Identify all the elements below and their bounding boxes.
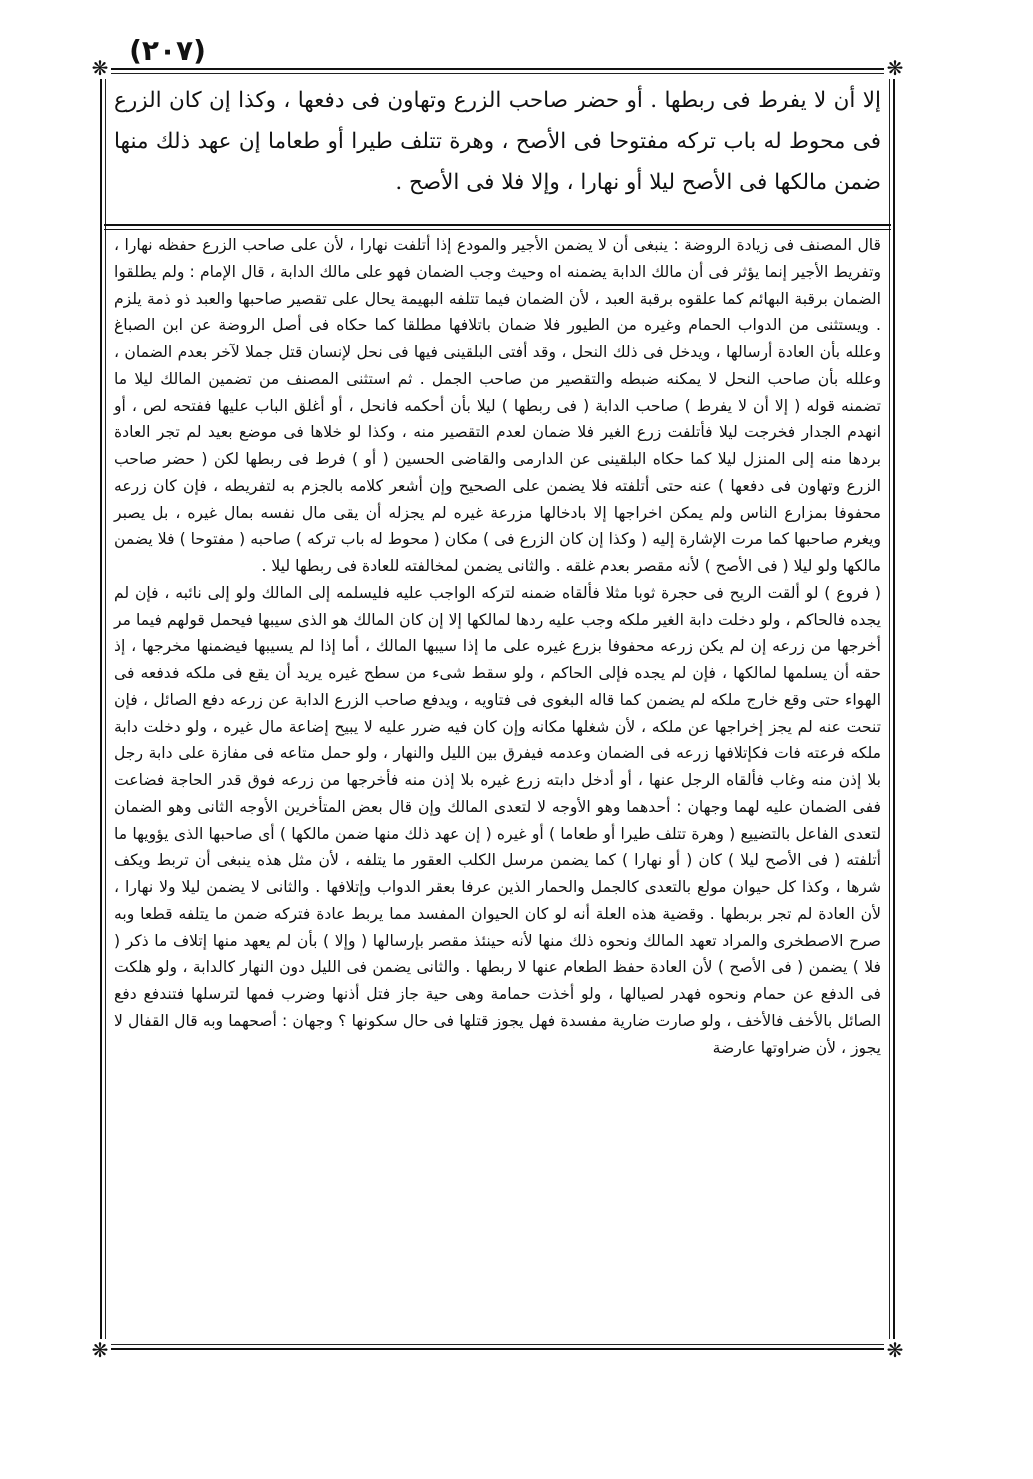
commentary xyxy=(114,232,881,1061)
corner-ornament-icon: ❋ xyxy=(884,57,906,79)
commentary-paragraph: قال المصنف فى زيادة الروضة : ينبغى أن لا يضمن الأجير والمودع إذا أتلفت نهارا ، لأن على صاحب الزرع حفظه نهارا ، وتفريط الأجير إنما يؤثر فى أن مالك الدابة يضمنه اه وحيث وجب الضمان فهو على مالك الدابة ، قال الإمام : ولم يطلقوا الضمان برقبة البهائم كما علقوه برقبة العبد ، لأن الضمان فيما تتلفه البهيمة يحال على تقصير صاحبها والعبد ذو ذمة يلزم . ويستثنى من الدواب الحمام وغيره من الطيور فلا ضمان باتلافها مطلقا كما حكاه فى أصل الروضة عن ابن الصباغ وعلله بأن العادة أرسالها ، ويدخل فى ذلك النحل ، وقد أفتى البلقينى فيها فى نحل لإنسان قتل جملا لآخر بعدم الضمان ، وعلله بأن صاحب النحل لا يمكنه ضبطه والتقصير من صاحب الجمل . ثم استثنى المصنف من تضمين المالك ليلا ما تضمنه قوله ( إلا أن لا يفرط ) صاحب الدابة ( فى ربطها ) ليلا بأن أحكمه فانحل ، أو أغلق الباب عليها ففتحه لص ، أو انهدم الجدار فخرجت ليلا فأتلفت زرع الغير فلا ضمان لعدم التقصير منه ، وكذا لو خلاها فى موضع بعيد لم تجر العادة بردها منه إلى المنزل ليلا كما حكاه البلقينى عن الدارمى والقاضى الحسين ( أو ) فرط فى ربطها لكن ( حضر صاحب الزرع وتهاون فى دفعها ) عنه حتى أتلفته فلا يضمن على الصحيح وإن أشعر كلامه بالجزم به لتفريطه ، فإن كان زرعه محفوفا بمزارع الناس ولم يمكن اخراجها إلا بادخالها مزرعة غيره لم يجزله أن يقى مال نفسه بمال غيره ، بل يصبر ويغرم صاحبها كما مرت الإشارة إليه ( وكذا إن كان الزرع فى ) مكان ( محوط له باب تركه ) صاحبه ( مفتوحا ) فلا يضمن مالكها ولو ليلا ( فى الأصح ) لأنه مقصر بعدم غلقه . والثانى يضمن لمخالفته للعادة فى ربطها ليلا . xyxy=(114,236,881,575)
page-number: (٢٠٧) xyxy=(129,34,206,67)
corner-ornament-icon: ❋ xyxy=(89,1339,111,1361)
corner-ornament-icon: ❋ xyxy=(89,57,111,79)
text-separator-rule xyxy=(104,224,891,226)
corner-ornament-icon: ❋ xyxy=(884,1339,906,1361)
commentary-paragraph: ( فروع ) لو ألقت الريح فى حجرة ثوبا مثلا فألقاه ضمنه لتركه الواجب عليه فليسلمه إلى المالك ولو إلى نائبه ، فإن لم يجده فالحاكم ، ولو دخلت دابة الغير ملكه وجب عليه ردها لمالكها إلا إن كان المالك هو الذى سيبها فيحمل قولهم فيما مر أخرجها من زرعه إن لم يكن زرعه محفوفا بزرع غيره على ما إذا سيبها المالك ، أما إذا لم يسيبها فيضمنها مخرجها ، إذ حقه أن يسلمها لمالكها ، فإن لم يجده فإلى الحاكم ، ولو سقط شىء من سطح غيره يريد أن يقع فى ملكه فدفعه فى الهواء حتى وقع خارج ملكه لم يضمن كما قاله البغوى فى فتاويه ، ويدفع صاحب الزرع الدابة عن زرعه دفع الصائل ، فإن تنحت عنه لم يجز إخراجها عن ملكه ، لأن شغلها مكانه وإن كان فيه ضرر عليه لا يبيح إضاعة مال غيره ، ولو دخلت دابة ملكه فرعته فات فكإتلافها زرعه فى الضمان وعدمه فيفرق بين الليل والنهار ، ولو حمل متاعه فى مفازة على دابة رجل بلا إذن منه وغاب فألقاه الرجل عنها ، أو أدخل دابته زرع غيره بلا إذن منه فأخرجها من زرعه فوق قدر الحاجة فضاعت ففى الضمان عليه لهما وجهان : أحدهما وهو الأوجه لا لتعدى المالك وإن قال بعض المتأخرين الأوجه الثانى وهو الضمان لتعدى الفاعل بالتضييع ( وهرة تتلف طيرا أو طعاما ) أو غيره ( إن عهد ذلك منها ضمن مالكها ) أى صاحبها الذى يؤويها ما أتلفته ( فى الأصح ليلا ) كان ( أو نهارا ) كما يضمن مرسل الكلب العقور ما يتلفه ، لأن مثل هذه ينبغى أن تربط ويكف شرها ، وكذا كل حيوان مولع بالتعدى كالجمل والحمار الذين عرفا بعقر الدواب وإتلافها . والثانى لا يضمن ليلا ولا نهارا ، لأن العادة لم تجر بربطها . وقضية هذه العلة أنه لو كان الحيوان المفسد مما يربط عادة فتركه ضمن ما يتلفه قطعا وبه صرح الاصطخرى والمراد تعهد المالك ونحوه ذلك منها لأنه حينئذ مقصر بإرسالها ( وإلا ) بأن لم يعهد منها إتلاف ما ذكر ( فلا ) يضمن ( فى الأصح ) لأن العادة حفظ الطعام عنها لا ربطها . والثانى يضمن فى الليل دون النهار كالدابة ، ولو هلكت فى الدفع عن حمام ونحوه فهدر لصيالها ، ولو أخذت حمامة وهى حية جاز فتل أذنها وضرب فمها لترسلها فتندفع دفع الصائل بالأخف فالأخف ، ولو صارت ضارية مفسدة فهل يجوز قتلها فى حال سكونها ؟ وجهان : أصحهما وبه قال القفال لا يجوز ، لأن ضراوتها عارضة xyxy=(114,583,881,1057)
main-text: إلا أن لا يفرط فى ربطها . أو حضر صاحب الزرع وتهاون فى دفعها ، وكذا إن كان الزرع فى محوط له باب تركه مفتوحا فى الأصح ، وهرة تتلف طيرا أو طعاما إن عهد ذلك منها ضمن مالكها فى الأصح ليلا أو نهارا ، وإلا فلا فى الأصح . xyxy=(114,88,881,195)
